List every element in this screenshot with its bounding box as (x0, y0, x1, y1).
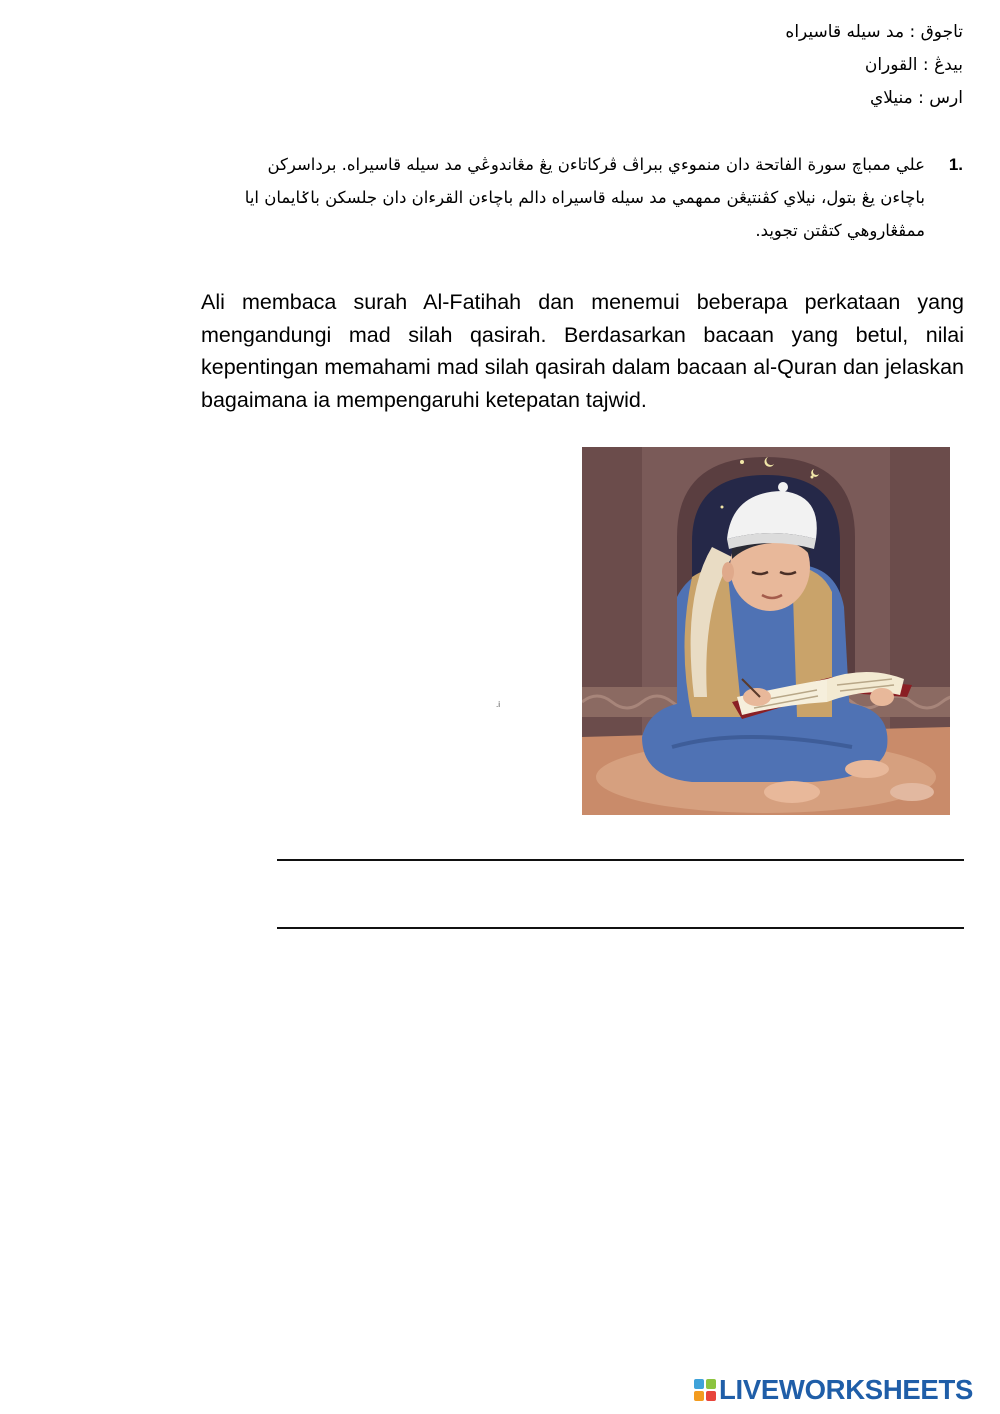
small-marker: .i (496, 700, 500, 709)
answer-line-2[interactable] (277, 927, 964, 929)
question-jawi (223, 148, 963, 247)
answer-line-1[interactable] (277, 859, 964, 861)
topic-label: تاجوق : مد سيله قاسيراه (785, 22, 963, 42)
question-jawi-text: علي ممباچ سورة الفاتحة دان منموءي ببراڤ ڤرکاتاءن يڠ مڠاندوڠي مد سيله قاسيراه. برداسرکن باچاءن يڠ بتول، نيلاي کڤنتيڠن ممهمي مد سيله قاسيراه دالم باچاءن القرءان دان جلسکن باݢايمان ايا ممڤڠاروهي کتڤتن تجويد. (244, 155, 925, 240)
boy-reading-quran-illustration (582, 447, 950, 815)
question-rumi-text: Ali membaca surah Al-Fatihah dan menemui beberapa perkataan yang mengandungi mad silah qasirah. Berdasarkan bacaan yang betul, nilai kepentingan memahami mad silah qasirah dalam bacaan al-Quran dan jelaskan bagaimana ia mempengaruhi ketepatan tajwid. (201, 290, 964, 412)
brand-name: LIVEWORKSHEETS (719, 1374, 974, 1405)
level-label: ارس : منيلاي (869, 88, 963, 108)
question-number: 1. (948, 155, 963, 174)
liveworksheets-logo-icon (694, 1379, 716, 1401)
liveworksheets-brand[interactable] (694, 1373, 973, 1407)
worksheet-header (785, 16, 963, 115)
subject-label: بيدڠ : القوران (864, 55, 963, 75)
